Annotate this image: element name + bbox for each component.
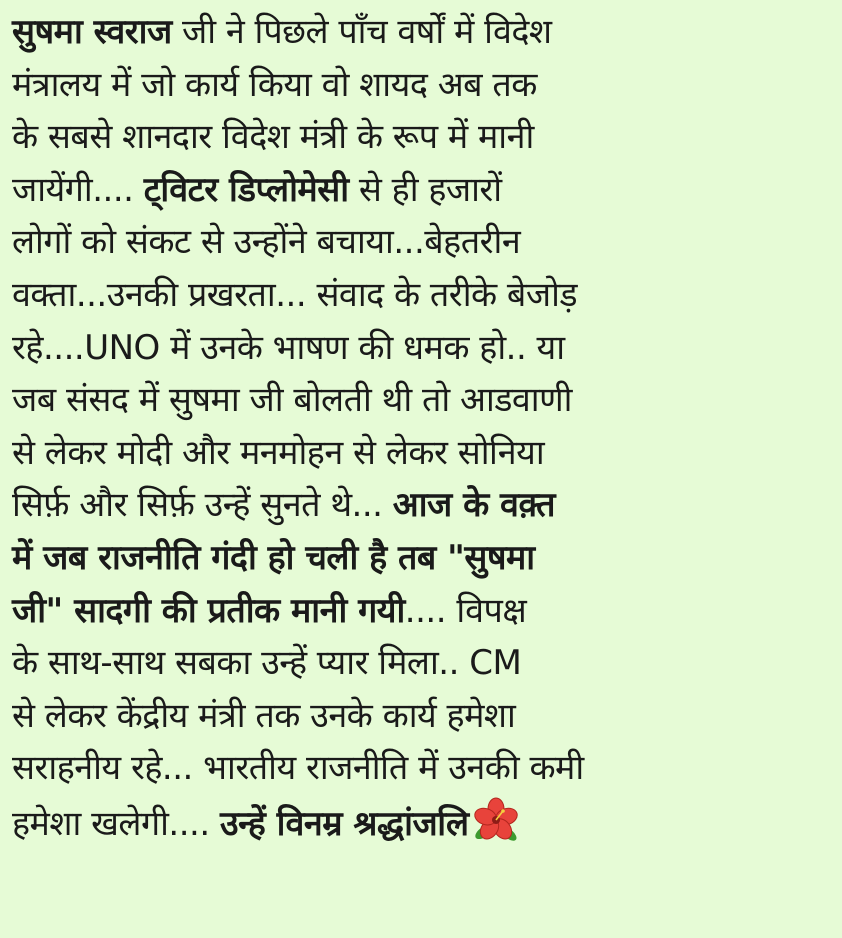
name-sushma-swaraj: सुषमा स्वराज [12,12,172,52]
tribute-bold: उन्हें विनम्र श्रद्धांजलि [219,803,469,844]
text-line-10 [12,479,834,532]
text-segment: जायेंगी.... [12,169,144,210]
text-line-4 [12,164,834,217]
text-line-6: वक्ता...उनकी प्रखरता... संवाद के तरीके बेजोड़ [12,274,578,315]
twitter-diplomacy-bold: ट्विटर डिप्लोमेसी [143,169,349,210]
text-line-11: में जब राजनीति गंदी हो चली है तब "सुषमा [12,537,535,578]
text-line-14: से लेकर केंद्रीय मंत्री तक उनके कार्य हमेशा [12,695,516,736]
text-line-9: से लेकर मोदी और मनमोहन से लेकर सोनिया [12,432,545,473]
hibiscus-flower-icon [471,795,521,845]
text-line-12 [12,585,834,638]
text-line-7: रहे....UNO में उनके भाषण की धमक हो.. या [12,327,565,368]
text-segment: सिर्फ़ और सिर्फ़ उन्हें सुनते थे... [12,485,393,526]
text-line-1 [12,6,834,59]
text-line-8: जब संसद में सुषमा जी बोलती थी तो आडवाणी [12,380,572,421]
text-line-16 [12,795,834,848]
condolence-post [12,6,834,848]
text-segment: हमेशा खलेगी.... [12,803,220,844]
text-segment: .... विपक्ष [404,590,527,631]
text-line-3: के सबसे शानदार विदेश मंत्री के रूप में मानी [12,117,534,158]
text-line-15: सराहनीय रहे... भारतीय राजनीति में उनकी कमी [12,748,584,789]
text-line-13: के साथ-साथ सबका उन्हें प्यार मिला.. CM [12,643,522,684]
text-segment: जी ने पिछले पाँच वर्षों में विदेश [171,12,552,52]
highlight-bold: आज के वक़्त [392,485,556,526]
text-line-2: मंत्रालय में जो कार्य किया वो शायद अब तक [12,64,537,105]
text-segment: से ही हजारों [348,169,502,210]
text-line-5: लोगों को संकट से उन्होंने बचाया...बेहतरीन [12,222,521,263]
highlight-bold: जी" सादगी की प्रतीक मानी गयी [12,590,405,631]
